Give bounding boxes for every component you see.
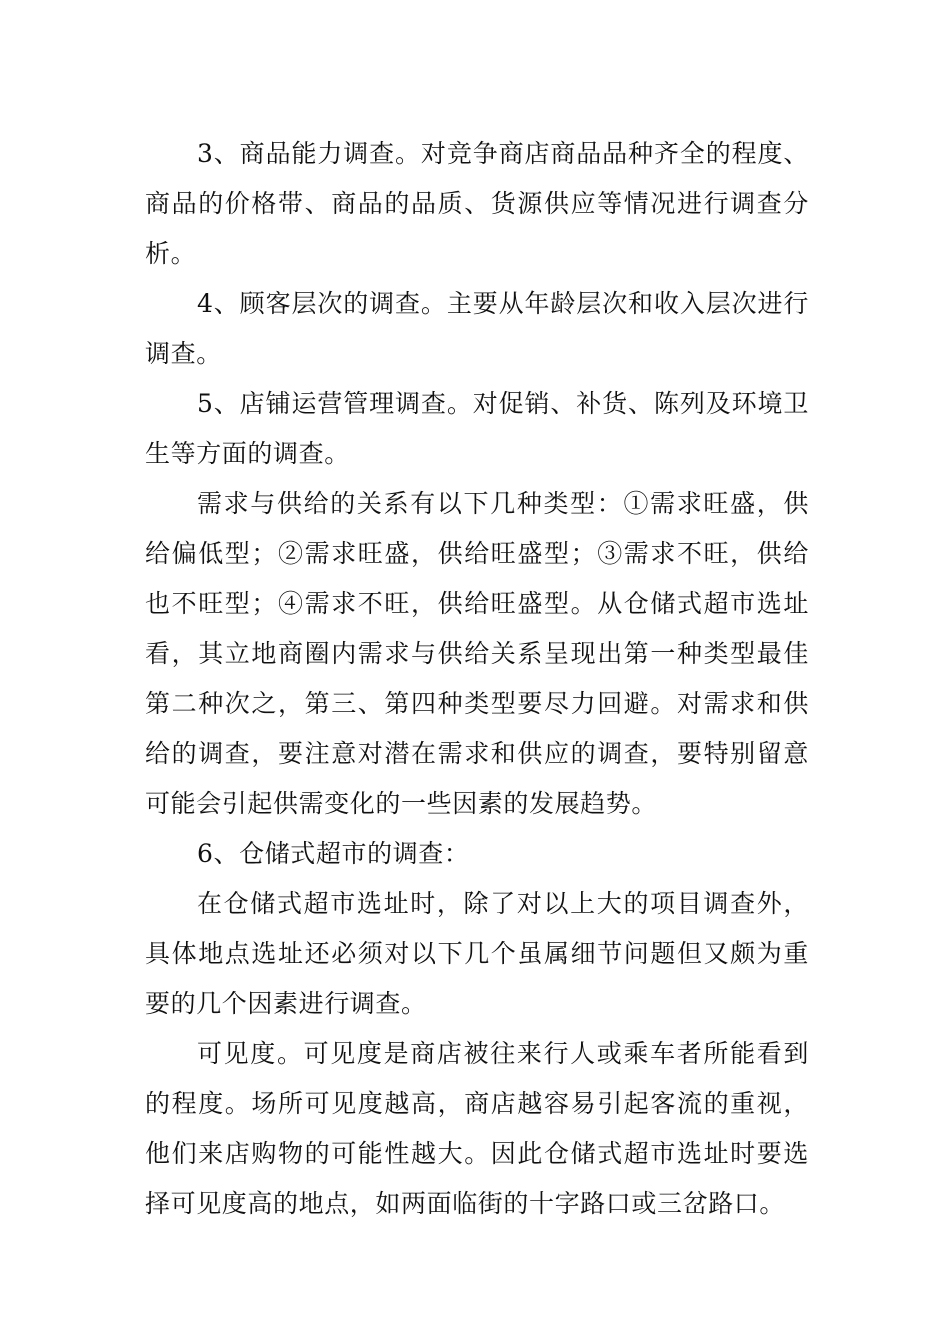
paragraph-site-selection: 在仓储式超市选址时，除了对以上大的项目调查外，具体地点选址还必须对以下几个虽属细节问题但又颇为重要的几个因素进行调查。 xyxy=(145,889,809,1018)
paragraph-supply-demand: 需求与供给的关系有以下几种类型：①需求旺盛，供给偏低型；②需求旺盛，供给旺盛型；③需求不旺，供给也不旺型；④需求不旺，供给旺盛型。从仓储式超市选址看，其立地商圈内需求与供给关系呈现出第一种类型最佳第二种次之，第三、第四种类型要尽力回避。对需求和供给的调查，要注意对潜在需求和供应的调查，要特别留意可能会引起供需变化的一些因素的发展趋势。 xyxy=(145,489,809,818)
paragraph-customer-level: 4、顾客层次的调查。主要从年龄层次和收入层次进行调查。 xyxy=(145,289,809,368)
paragraph-store-operations: 5、店铺运营管理调查。对促销、补货、陈列及环境卫生等方面的调查。 xyxy=(145,389,809,468)
document-body xyxy=(145,129,809,1229)
paragraph-visibility: 可见度。可见度是商店被往来行人或乘车者所能看到的程度。场所可见度越高，商店越容易引起客流的重视，他们来店购物的可能性越大。因此仓储式超市选址时要选择可见度高的地点，如两面临街的十字路口或三岔路口。 xyxy=(145,1039,809,1218)
paragraph-product-capability: 3、商品能力调查。对竞争商店商品品种齐全的程度、商品的价格带、商品的品质、货源供应等情况进行调查分析。 xyxy=(145,139,809,268)
paragraph-warehouse-survey-heading: 6、仓储式超市的调查： xyxy=(197,839,470,868)
